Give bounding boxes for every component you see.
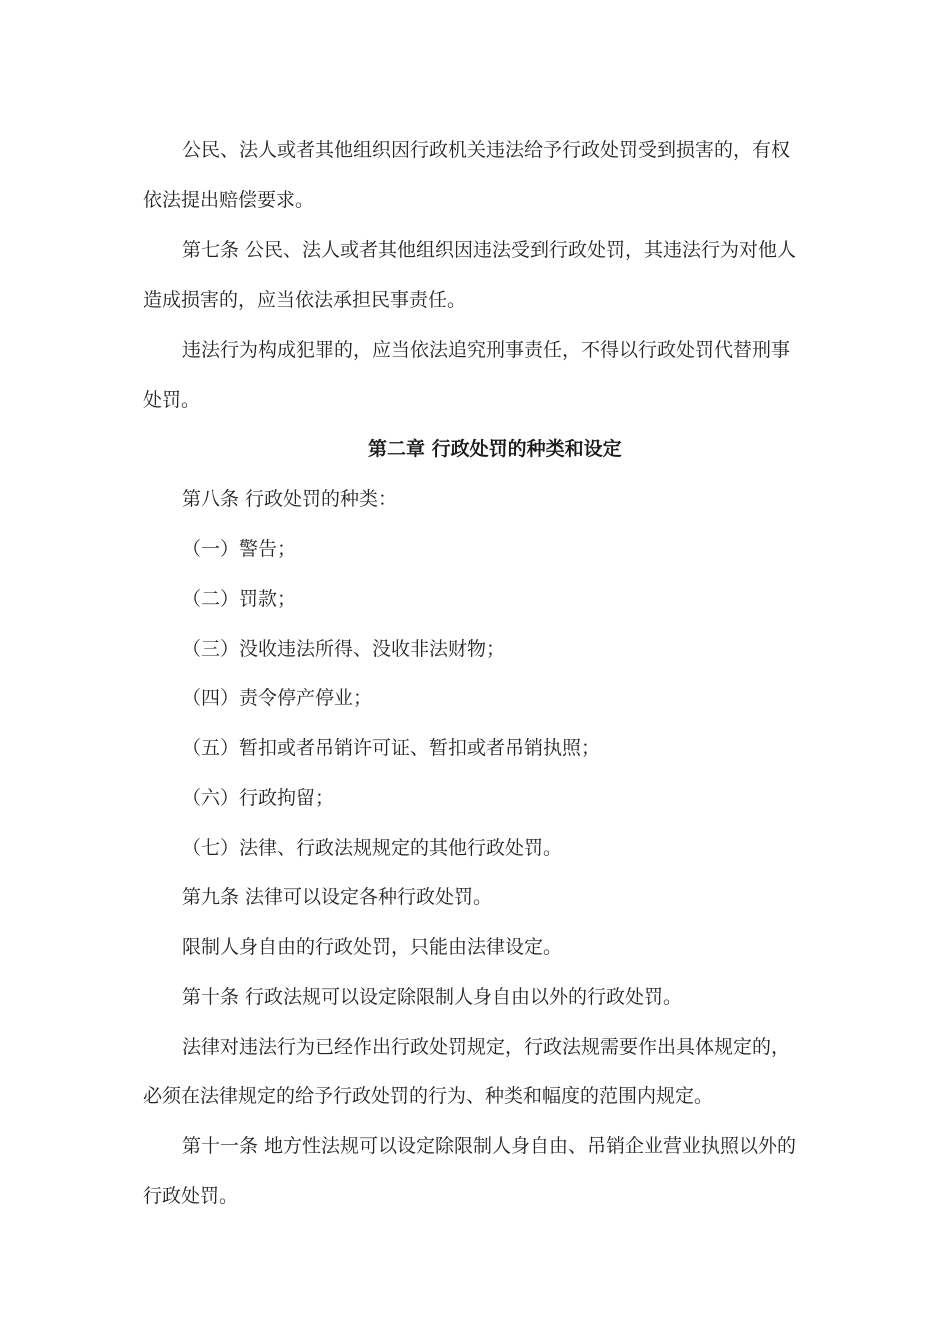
article-8-line: 第八条 行政处罚的种类：	[182, 488, 398, 510]
paragraph-line: 公民、法人或者其他组织因行政机关违法给予行政处罚受到损害的，有权	[182, 139, 791, 161]
chapter-heading: 第二章 行政处罚的种类和设定	[368, 438, 622, 460]
article-10-line: 第十条 行政法规可以设定除限制人身自由以外的行政处罚。	[182, 986, 683, 1008]
article-9-line: 第九条 法律可以设定各种行政处罚。	[182, 886, 493, 908]
list-item: （五）暂扣或者吊销许可证、暂扣或者吊销执照；	[182, 737, 601, 759]
list-item: （一）警告；	[182, 538, 297, 560]
list-item: （二）罚款；	[182, 588, 297, 610]
paragraph-line: 造成损害的，应当依法承担民事责任。	[143, 289, 467, 311]
list-item: （七）法律、行政法规规定的其他行政处罚。	[182, 837, 563, 859]
list-item: （六）行政拘留；	[182, 787, 335, 809]
paragraph-line: 行政处罚。	[143, 1185, 239, 1207]
paragraph-line: 违法行为构成犯罪的，应当依法追究刑事责任，不得以行政处罚代替刑事	[182, 339, 791, 361]
article-11-line: 第十一条 地方性法规可以设定除限制人身自由、吊销企业营业执照以外的	[182, 1135, 797, 1157]
paragraph-line: 依法提出赔偿要求。	[143, 189, 315, 211]
list-item: （四）责令停产停业；	[182, 687, 373, 709]
paragraph-line: 必须在法律规定的给予行政处罚的行为、种类和幅度的范围内规定。	[143, 1085, 714, 1107]
paragraph-line: 限制人身自由的行政处罚，只能由法律设定。	[182, 936, 563, 958]
paragraph-line: 处罚。	[143, 389, 201, 411]
list-item: （三）没收违法所得、没收非法财物；	[182, 638, 506, 660]
paragraph-line: 法律对违法行为已经作出行政处罚规定，行政法规需要作出具体规定的，	[182, 1036, 791, 1058]
article-7-line: 第七条 公民、法人或者其他组织因违法受到行政处罚，其违法行为对他人	[182, 239, 797, 261]
